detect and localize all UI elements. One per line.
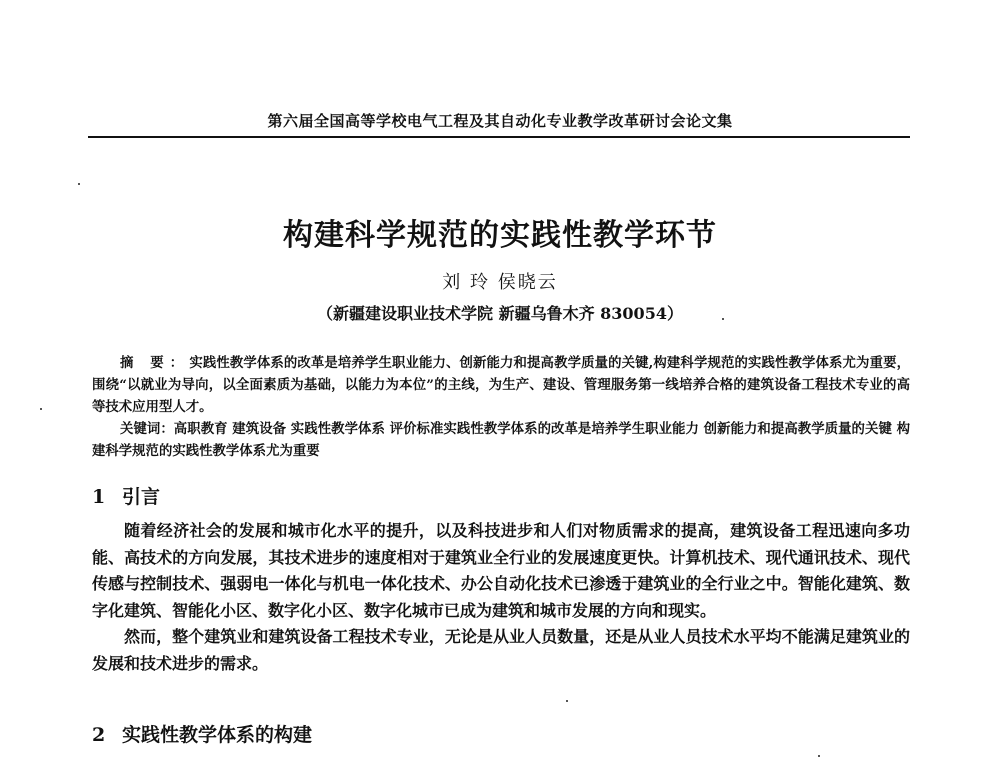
abstract-label: 摘 要：: [120, 355, 190, 371]
section-heading-practice-system: [92, 720, 312, 747]
section-number: 2: [92, 724, 106, 746]
abstract-text: 实践性教学体系的改革是培养学生职业能力、创新能力和提高教学质量的关键,构建科学规范的实践性教学体系尤为重要，围绕“以就业为导向，以全面素质为基础，以能力为本位”的主线，为生产、建设、管理服务第一线培养合格的建筑设备工程技术专业的高等技术应用型人才。: [92, 355, 910, 415]
scan-speck: [722, 318, 724, 320]
scan-speck: [40, 408, 42, 410]
section-title: 实践性教学体系的构建: [122, 724, 313, 746]
header-rule: [88, 136, 910, 138]
scan-speck: [566, 700, 568, 702]
introduction-body: [92, 518, 910, 677]
scan-speck: [78, 183, 80, 185]
running-header: 第六届全国高等学校电气工程及其自动化专业教学改革研讨会论文集: [267, 112, 733, 130]
paper-authors: 刘 玲 侯晓云: [442, 272, 558, 293]
section-number: 1: [92, 486, 106, 508]
section-heading-introduction: [92, 482, 160, 509]
keywords-text: 高职教育 建筑设备 实践性教学体系 评价标准实践性教学体系的改革是培养学生职业能力 创新能力和提高教学质量的关键 构建科学规范的实践性教学体系尤为重要: [92, 421, 911, 459]
keywords-paragraph: [92, 418, 910, 462]
body-paragraph: 随着经济社会的发展和城市化水平的提升，以及科技进步和人们对物质需求的提高，建筑设备工程迅速向多功能、高技术的方向发展，其技术进步的速度相对于建筑业全行业的发展速度更快。计算机技术、现代通讯技术、现代传感与控制技术、强弱电一体化与机电一体化技术、办公自动化技术已渗透于建筑业的全行业之中。智能化建筑、数字化建筑、智能化小区、数字化小区、数字化城市已成为建筑和城市发展的方向和现实。: [92, 521, 910, 620]
paper-title: 构建科学规范的实践性教学环节: [283, 218, 717, 253]
abstract-block: [92, 352, 910, 462]
body-paragraph: 然而，整个建筑业和建筑设备工程技术专业，无论是从业人员数量，还是从业人员技术水平均不能满足建筑业的发展和技术进步的需求。: [92, 627, 910, 673]
paper-affiliation: （新疆建设职业技术学院 新疆乌鲁木齐 830054）: [317, 304, 683, 323]
scan-speck: [818, 755, 820, 757]
keywords-label: 关键词：: [120, 421, 174, 437]
section-title: 引言: [122, 486, 161, 508]
abstract-paragraph: [92, 352, 910, 418]
